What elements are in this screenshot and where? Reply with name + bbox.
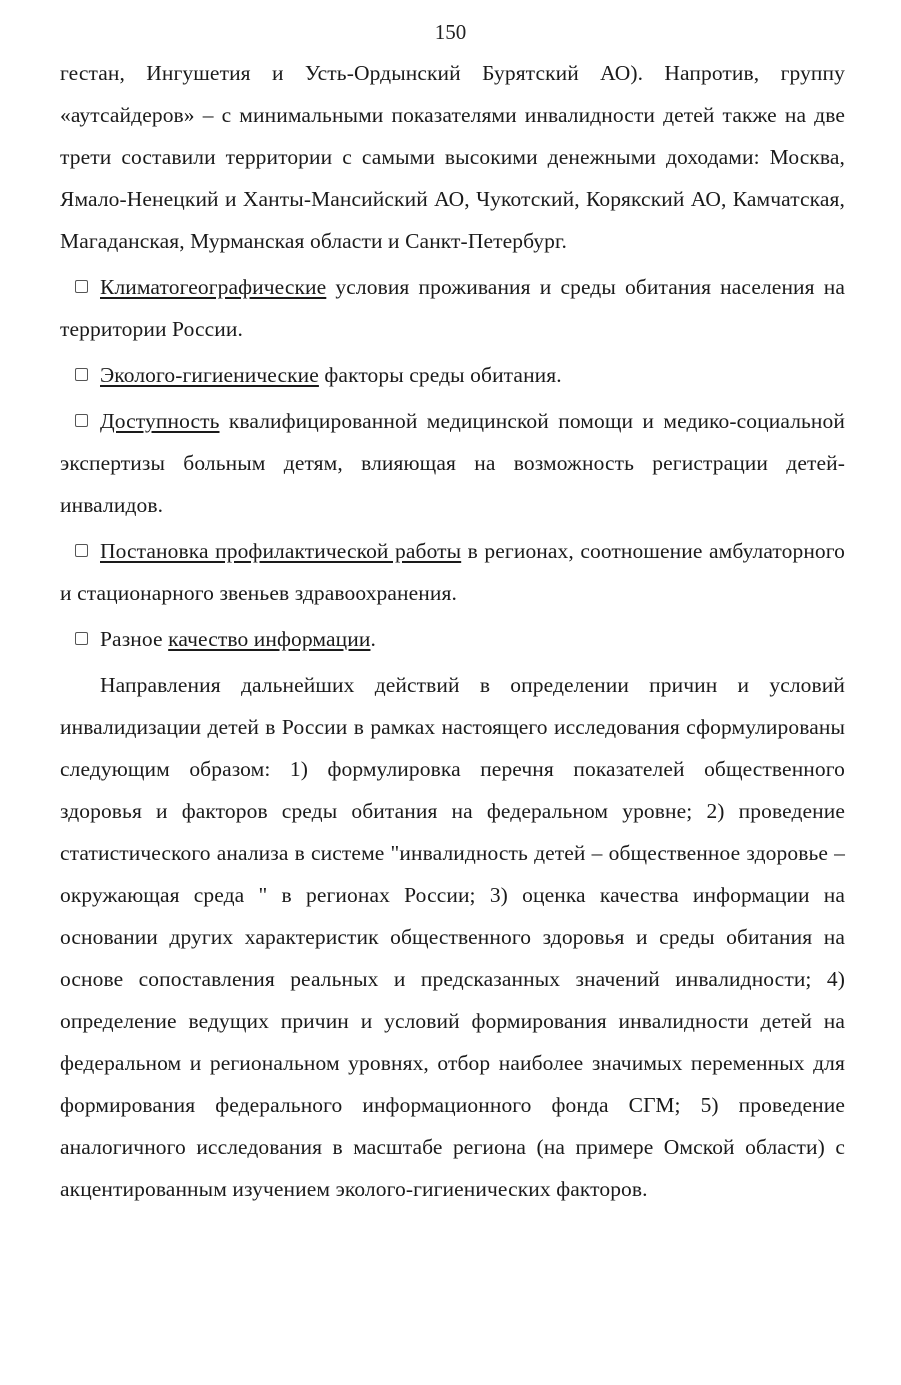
square-bullet-icon — [75, 368, 88, 381]
bullet-text: . — [370, 627, 376, 651]
bullet-text: факторы среды обитания. — [318, 363, 562, 387]
bullet-underlined-term: Постановка профилактической работы — [100, 539, 462, 563]
square-bullet-icon — [75, 544, 88, 557]
bullet-text: условия проживания и среды обитания населения на территории России. — [60, 275, 845, 341]
bullet-text: квалифицированной медицинской помощи и медико-социальной экспертизы больным детям, влияющая на возможность регистрации детей-инвалидов. — [60, 409, 845, 517]
body-text — [60, 52, 845, 1210]
bullet-item-info-quality — [60, 618, 845, 660]
bullet-underlined-term: Климатогеографические — [100, 275, 327, 299]
square-bullet-icon — [75, 414, 88, 427]
bullet-prefix: Разное — [100, 627, 169, 651]
square-bullet-icon — [75, 632, 88, 645]
bullet-text: в регионах, соотношение амбулаторного и стационарного звеньев здравоохранения. — [60, 539, 846, 605]
bullet-underlined-term: качество информации — [168, 627, 371, 651]
paragraph-directions: Направления дальнейших действий в определении причин и условий инвалидизации детей в России в рамках настоящего исследования сформулированы следующим образом: 1) формулировка перечня показателей общественного здоровья и факторов среды обитания на федеральном уровне; 2) проведение статистического анализа в системе "инвалидность детей – общественное здоровье – окружающая среда " в регионах России; 3) оценка качества информации на основании других характеристик общественного здоровья и среды обитания на основе сопоставления реальных и предсказанных значений инвалидности; 4) определение ведущих причин и условий формирования инвалидности детей на федеральном и региональном уровнях, отбор наиболее значимых переменных для формирования федерального информационного фонда СГМ; 5) проведение аналогичного исследования в масштабе региона (на примере Омской области) с акцентированным изучением эколого-гигиенических факторов. — [60, 673, 845, 1201]
page-number: 150 — [434, 20, 467, 44]
bullet-underlined-term: Эколого-гигиенические — [100, 363, 319, 387]
paragraph-continuation: гестан, Ингушетия и Усть-Ордынский Бурятский АО). Напротив, группу «аутсайдеров» – с минимальными показателями инвалидности детей также на две трети составили территории с самыми высокими денежными доходами: Москва, Ямало-Ненецкий и Ханты-Мансийский АО, Чукотский, Корякский АО, Камчатская, Магаданская, Мурманская области и Санкт-Петербург. — [60, 61, 845, 253]
bullet-underlined-term: Доступность — [100, 409, 220, 433]
bullet-item-ecology — [60, 354, 845, 396]
square-bullet-icon — [75, 280, 88, 293]
bullet-item-prevention — [60, 530, 845, 614]
bullet-item-access — [60, 400, 845, 526]
bullet-item-climate — [60, 266, 845, 350]
